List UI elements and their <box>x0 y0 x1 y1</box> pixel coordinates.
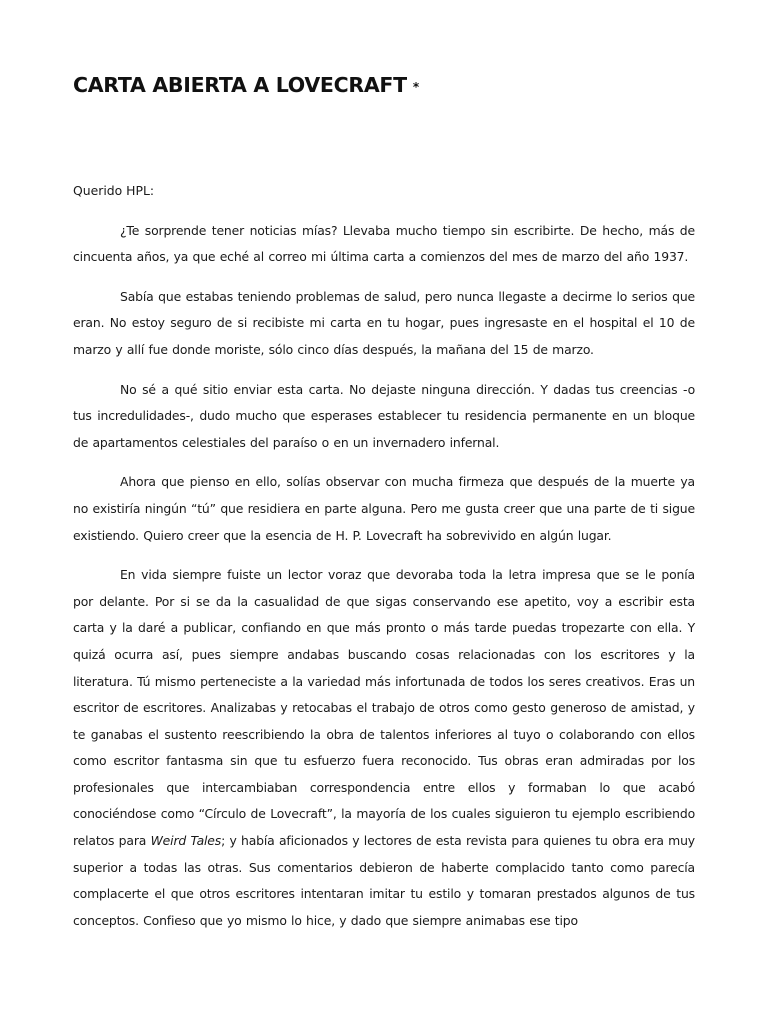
paragraph-2: Sabía que estabas teniendo problemas de salud, pero nunca llegaste a decirme lo serios que eran. No estoy seguro de si recibiste mi carta en tu hogar, pues ingresaste en el hospital el 10 de marzo y allí fue donde moriste, sólo cinco días después, la mañana del 15 de marzo. <box>73 288 695 357</box>
paragraph-5-text-a: En vida siempre fuiste un lector voraz que devoraba toda la letra impresa que se le ponía por delante. Por si se da la casualidad de que sigas conservando ese apetito, voy a escribir esta carta y la daré a publicar, confiando en que más pronto o más tarde puedas tropezarte con ella. Y quizá ocurra así, pues siempre andabas buscando cosas relacionadas con los escritores y la literatura. Tú mismo perteneciste a la variedad más infortunada de todos los seres creativos. Eras un escritor de escritores. Analizabas y retocabas el trabajo de otros como gesto generoso de amistad, y te ganabas el sustento reescribiendo la obra de talentos inferiores al tuyo o colaborando con ellos como escritor fantasma sin que tu esfuerzo fuera reconocido. Tus obras eran admiradas por los profesionales que intercambiaban correspondencia entre ellos y formaban lo que acabó conociéndose como “Círculo de Lovecraft”, la mayoría de los cuales siguieron tu ejemplo escribiendo relatos para <box>73 567 695 849</box>
document-title <box>73 70 695 100</box>
paragraph-5 <box>73 562 695 934</box>
paragraph-1: ¿Te sorprende tener noticias mías? Llevaba mucho tiempo sin escribirte. De hecho, más de cincuenta años, ya que eché al correo mi última carta a comienzos del mes de marzo del año 1937. <box>73 222 695 265</box>
magazine-title: Weird Tales <box>150 833 222 849</box>
title-text: CARTA ABIERTA A LOVECRAFT <box>73 73 407 97</box>
title-footnote-mark: * <box>412 80 419 94</box>
paragraph-4: Ahora que pienso en ello, solías observar con mucha firmeza que después de la muerte ya no existiría ningún “tú” que residiera en parte alguna. Pero me gusta creer que una parte de ti sigue existiendo. Quiero creer que la esencia de H. P. Lovecraft ha sobrevivido en algún lugar. <box>73 474 695 543</box>
salutation: Querido HPL: <box>73 183 155 198</box>
document-page <box>73 70 695 934</box>
paragraph-3: No sé a qué sitio enviar esta carta. No dejaste ninguna dirección. Y dadas tus creencias -o tus incredulidades-, dudo mucho que esperases establecer tu residencia permanente en un bloque de apartamentos celestiales del paraíso o en un invernadero infernal. <box>73 381 695 450</box>
paragraph-5-text-b: ; y había aficionados y lectores de esta revista para quienes tu obra era muy superior a todas las otras. Sus comentarios debieron de haberte complacido tanto como parecía complacerte el que otros escritores intentaran imitar tu estilo y tomaran prestados algunos de tus conceptos. Confieso que yo mismo lo hice, y dado que siempre animabas ese tipo <box>73 833 695 928</box>
